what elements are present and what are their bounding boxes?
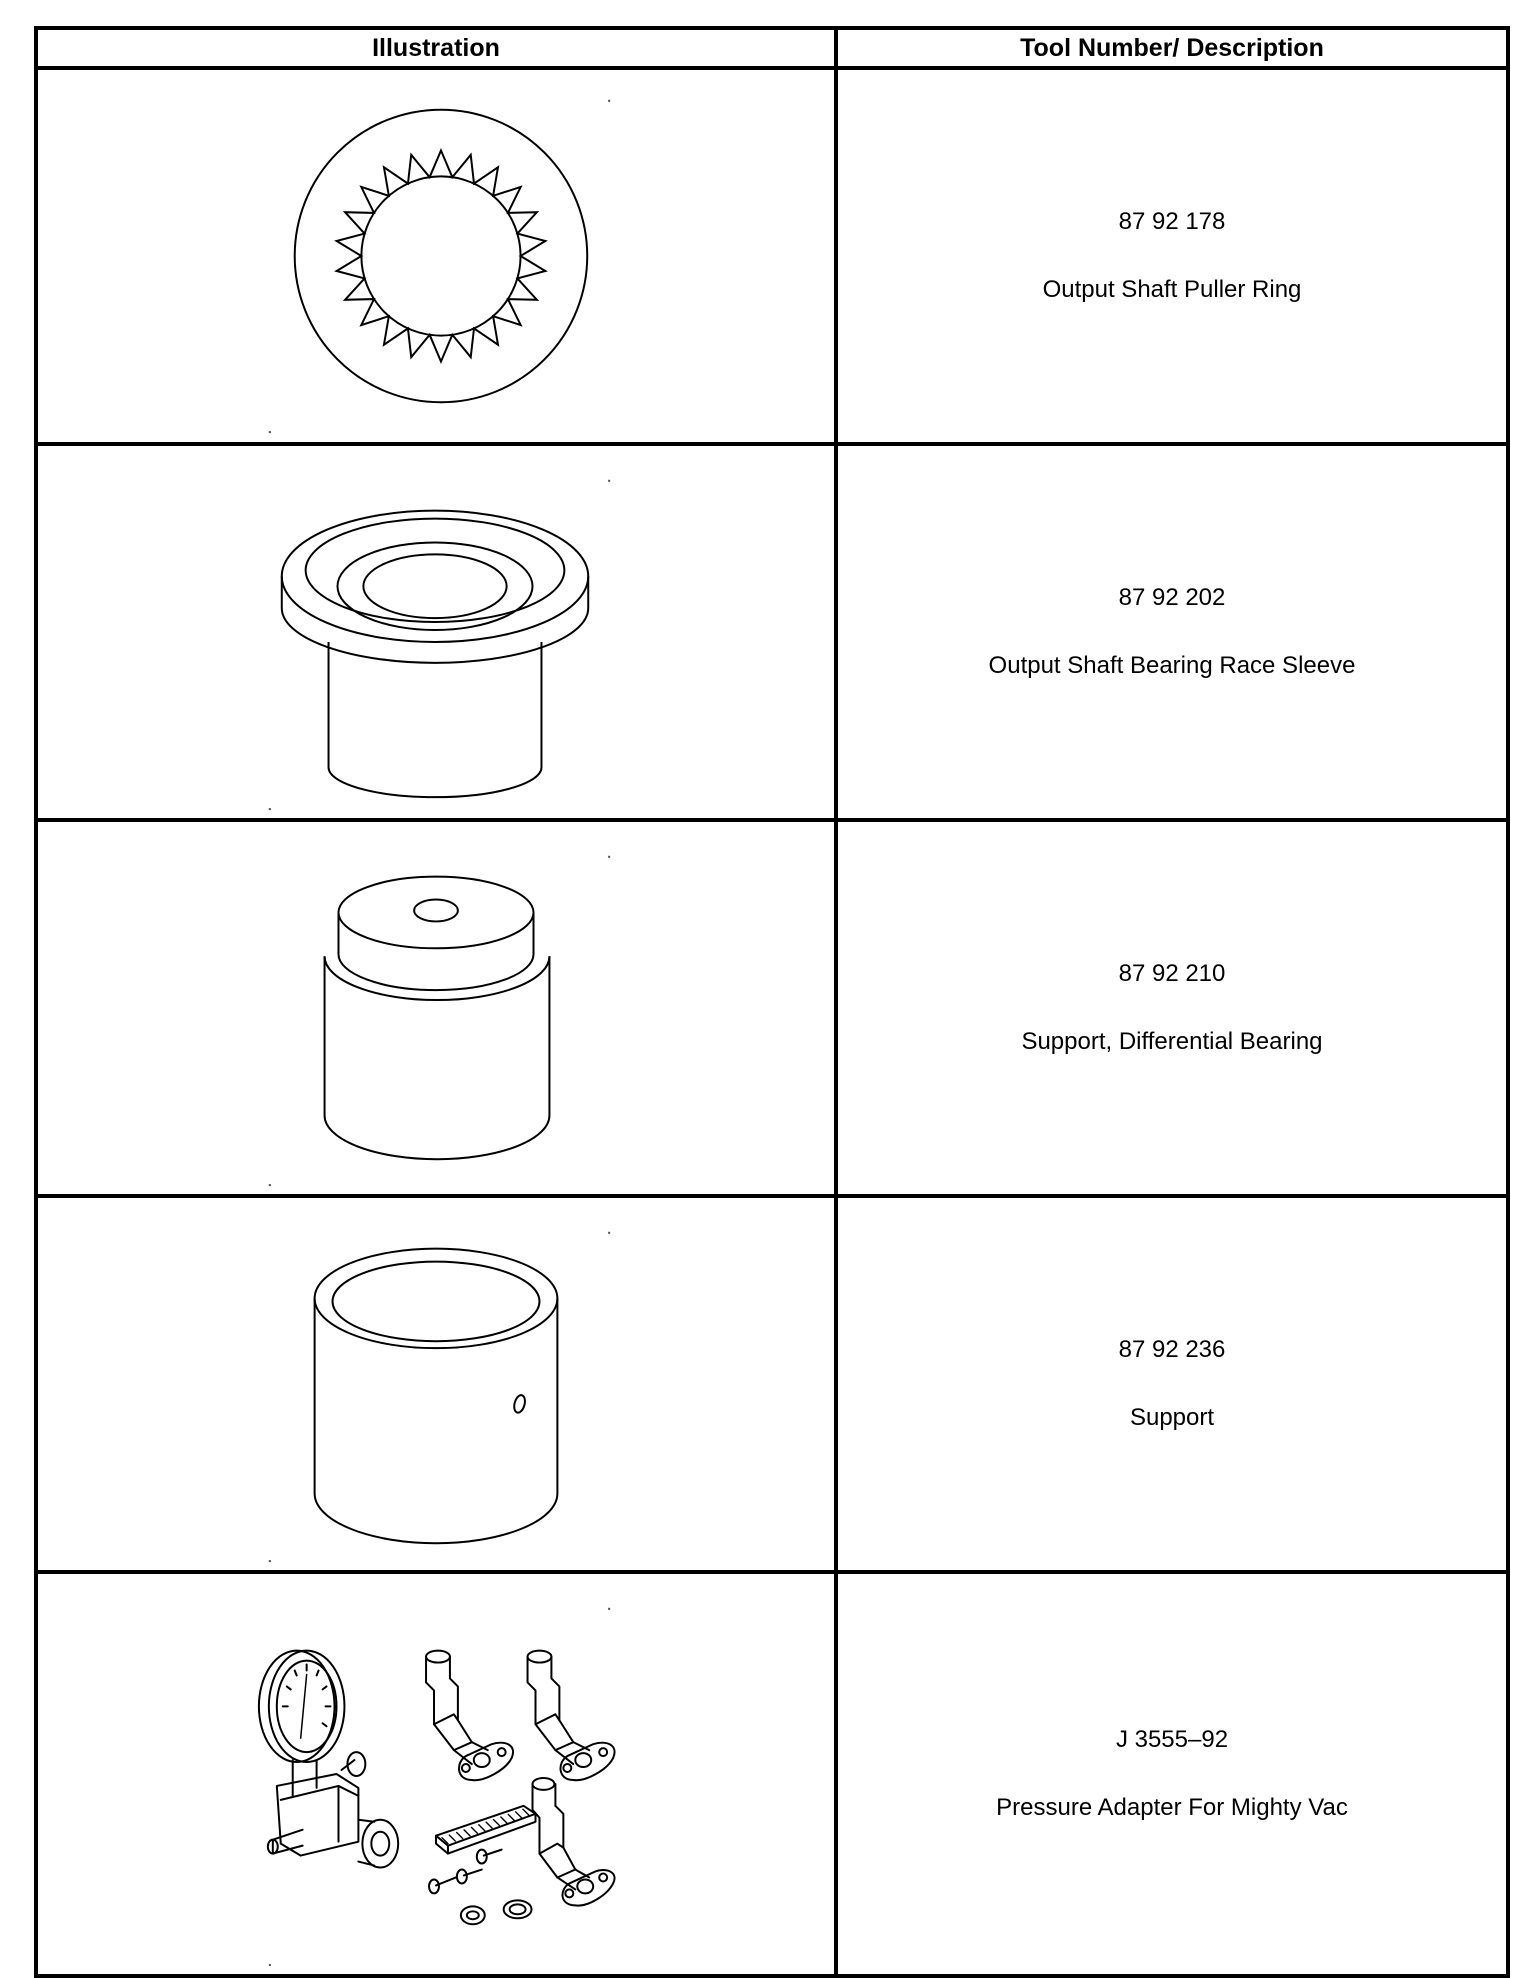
o-ring-icon — [504, 1900, 532, 1918]
bearing-race-sleeve-icon — [38, 446, 834, 818]
table-row — [36, 444, 1508, 820]
special-tools-table — [34, 26, 1510, 1978]
description-cell — [836, 444, 1508, 820]
description-cell — [836, 68, 1508, 444]
illustration-cell — [36, 444, 836, 820]
elbow-adapter-icon — [533, 1778, 615, 1906]
tool-description: Output Shaft Puller Ring — [1042, 276, 1302, 303]
tool-description: Support — [1129, 1404, 1215, 1431]
elbow-adapter-icon — [528, 1651, 615, 1781]
screw-icon — [477, 1850, 502, 1864]
table-row — [36, 1196, 1508, 1572]
description-cell — [836, 820, 1508, 1196]
illustration-cell — [36, 1196, 836, 1572]
tool-description: Support, Differential Bearing — [1021, 1028, 1323, 1055]
tool-description: Pressure Adapter For Mighty Vac — [996, 1794, 1348, 1821]
description-cell — [836, 1196, 1508, 1572]
illustration-header: Illustration — [36, 28, 836, 68]
screw-icon — [457, 1870, 482, 1884]
tool-number: 87 92 210 — [1118, 960, 1226, 987]
tool-description: Output Shaft Bearing Race Sleeve — [988, 652, 1356, 679]
illustration-cell — [36, 820, 836, 1196]
table-row — [36, 1572, 1508, 1976]
differential-bearing-support-icon — [38, 822, 834, 1194]
illustration-cell — [36, 68, 836, 444]
puller-ring-icon — [38, 70, 834, 442]
table-row — [36, 820, 1508, 1196]
description-cell — [836, 1572, 1508, 1976]
pressure-adapter-kit-icon — [38, 1574, 834, 1974]
table-header-row — [36, 28, 1508, 68]
support-cylinder-icon — [38, 1198, 834, 1570]
tool-description-header: Tool Number/ Description — [836, 28, 1508, 68]
pressure-gauge-icon — [259, 1651, 398, 1868]
elbow-adapter-icon — [426, 1651, 513, 1781]
tool-number: 87 92 178 — [1118, 208, 1226, 235]
screw-icon — [429, 1877, 456, 1893]
screen-filter-icon — [436, 1806, 536, 1854]
tool-number: 87 92 236 — [1118, 1336, 1226, 1363]
tool-number: 87 92 202 — [1118, 584, 1226, 611]
illustration-cell — [36, 1572, 836, 1976]
tool-number: J 3555–92 — [1115, 1726, 1229, 1753]
table-row — [36, 68, 1508, 444]
o-ring-icon — [461, 1906, 485, 1924]
